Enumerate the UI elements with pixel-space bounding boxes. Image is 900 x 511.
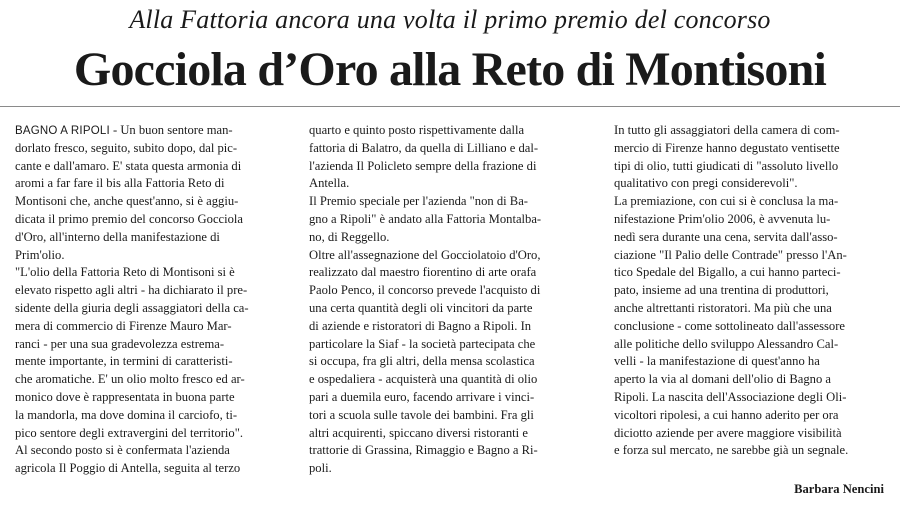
body-line: elevato rispetto agli altri - ha dichiarato il pre- — [15, 283, 248, 298]
body-line: La premiazione, con cui si è conclusa la ma- — [614, 194, 839, 209]
body-line: monico dove è rappresentata in buona parte — [15, 389, 235, 404]
body-line: "L'olio della Fattoria Reto di Montisoni si è — [15, 265, 235, 280]
body-line: Paolo Penco, il concorso prevede l'acquisto di — [309, 283, 541, 298]
body-line: di aziende e ristoratori di Bagno a Ripoli. In — [309, 318, 532, 333]
body-line: fattoria di Balatro, da quella di Lilliano e dal- — [309, 140, 539, 155]
body-line: poli. — [309, 461, 332, 476]
body-line: quarto e quinto posto rispettivamente dalla — [309, 123, 525, 137]
body-line: qualitativo con pregi considerevoli". — [614, 176, 798, 191]
body-line: alle politiche dello sviluppo Alessandro Cal- — [614, 336, 839, 351]
body-line: che aromatiche. E' un olio molto fresco ed ar- — [15, 372, 245, 387]
body-line: pato, insieme ad una trentina di produttori, — [614, 283, 829, 298]
body-line: diciotto aziende per avere maggiore visibilità — [614, 425, 842, 440]
body-line: particolare la Siaf - la società partecipata che — [309, 336, 536, 351]
body-line: si occupa, fra gli altri, della mensa scolastica — [309, 354, 535, 369]
body-line: BAGNO A RIPOLI - Un buon sentore man- — [15, 123, 233, 137]
body-line: velli - la manifestazione di quest'anno ha — [614, 354, 820, 369]
body-line: Il Premio speciale per l'azienda "non di Ba- — [309, 194, 528, 209]
body-line: l'azienda Il Policleto sempre della frazione di — [309, 158, 537, 173]
body-line: realizzato dal maestro fiorentino di arte orafa — [309, 265, 537, 280]
body-line: ranci - per una sua gradevolezza estrema- — [15, 336, 225, 351]
body-line: Al secondo posto si è confermata l'azienda — [15, 443, 230, 458]
body-line: Antella. — [309, 176, 350, 191]
headline-divider — [0, 106, 900, 107]
body-line: dorlato fresco, seguito, subito dopo, dal pic- — [15, 140, 238, 155]
article-headline: Gocciola d’Oro alla Reto di Montisoni — [73, 43, 827, 96]
body-line: pico sentore degli extravergini del territorio". — [15, 425, 244, 440]
body-line: mercio di Firenze hanno degustato ventisette — [614, 140, 840, 155]
body-line: pari a duemila euro, facendo arrivare i vinci- — [309, 389, 535, 404]
author-byline: Barbara Nencini — [794, 482, 884, 496]
body-line: vicoltori ripolesi, a cui hanno aderito per ora — [614, 407, 839, 422]
body-line: d'Oro, all'interno della manifestazione di — [15, 229, 220, 244]
body-line: gno a Ripoli" è andato alla Fattoria Montalba- — [309, 211, 542, 226]
body-line: nifestazione Prim'olio 2006, è avvenuta lu- — [614, 211, 831, 226]
body-line: mente importante, in termini di caratteristi- — [15, 354, 233, 369]
body-line: Prim'olio. — [15, 247, 65, 262]
article-kicker: Alla Fattoria ancora una volta il primo premio del concorso — [129, 5, 771, 34]
body-line: Oltre all'assegnazione del Gocciolatoio d'Oro, — [309, 247, 541, 262]
body-line: una certa quantità degli oli vincitori da parte — [309, 300, 533, 315]
body-line: mera di commercio di Firenze Mauro Mar- — [15, 318, 232, 333]
body-line: e forza sul mercato, ne sarebbe già un segnale. — [614, 443, 849, 458]
body-line: tico Spedale del Bigallo, a cui hanno parteci- — [614, 265, 841, 280]
body-line: trattorie di Grassina, Rimaggio e Bagno a Ri- — [309, 443, 538, 458]
body-line: aperto la via al domani dell'olio di Bagno a — [614, 372, 832, 387]
body-line: aromi a far fare il bis alla Fattoria Reto di — [15, 176, 225, 191]
body-line: anche altrettanti ristoratori. Ma più che una — [614, 300, 832, 315]
body-line: tori a scuola sulle tavole dei bambini. Fra gli — [309, 407, 534, 422]
article-column-2 — [309, 122, 601, 478]
body-line: cante e dall'amaro. E' stata questa armonia di — [15, 158, 242, 173]
article-column-3 — [614, 122, 896, 460]
article-column-1 — [15, 122, 303, 478]
body-line: Montisoni che, anche quest'anno, si è aggiu- — [15, 194, 239, 209]
body-line: nedì sera durante una cena, servita dall'asso- — [614, 229, 838, 244]
body-line: In tutto gli assaggiatori della camera di com- — [614, 123, 840, 137]
body-line: Ripoli. La nascita dell'Associazione degli Oli- — [614, 389, 847, 404]
body-line: agricola Il Poggio di Antella, seguita al terzo — [15, 461, 241, 476]
body-line: sidente della giuria degli assaggiatori della ca- — [15, 300, 249, 315]
body-line: altri acquirenti, spiccano diversi ristoranti e — [309, 425, 528, 440]
body-line: e ospedaliera - acquisterà una quantità di olio — [309, 372, 538, 387]
body-line: la mandorla, ma dove domina il carciofo, ti- — [15, 407, 238, 422]
body-line: conclusione - come sottolineato dall'assessore — [614, 318, 845, 333]
body-line: tipi di olio, tutti giudicati di "assoluto livello — [614, 158, 839, 173]
body-line: ciazione "Il Palio delle Contrade" presso l'An- — [614, 247, 847, 262]
body-line: no, di Reggello. — [309, 229, 390, 244]
body-line: dicata il primo premio del concorso Gocciola — [15, 211, 244, 226]
dateline: BAGNO A RIPOLI — [15, 125, 110, 137]
